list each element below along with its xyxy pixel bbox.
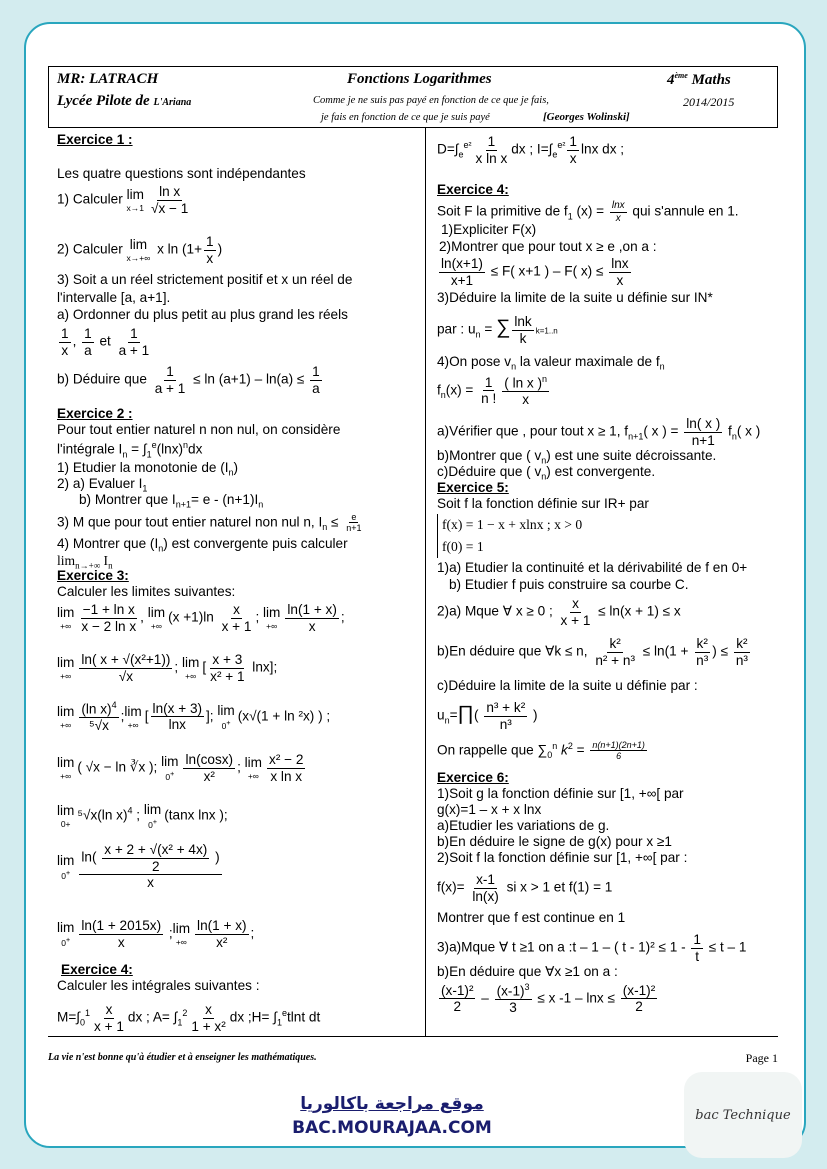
ex4-left-title: Exercice 4: — [61, 962, 133, 977]
ex4-q4a: a)Vérifier que , pour tout x ≥ 1, $f_{n+1}$( x ) = $\frac{\ln( x )}{n+1}$ $f_n$( x ) — [437, 416, 761, 448]
ex2-q1: 1) Etudier la monotonie de $(I_n)$ — [57, 460, 239, 478]
exam-page — [48, 66, 778, 1071]
ex1-title: Exercice 1 : — [57, 132, 133, 147]
ex4-q4-fn: $f_n(x)$ = $\frac{1}{n !}$ $\frac{( \ln x )^n}{x}$ — [437, 374, 548, 408]
ex6-l2: g(x)=1 – x + x lnx — [437, 802, 542, 817]
ex6-l1: 1)Soit g la fonction définie sur [1, +∞[ par — [437, 786, 684, 801]
ex5-q1b: b) Etudier f puis construire sa courbe C. — [449, 577, 689, 592]
ex6-l6: f(x)= $\frac{x-1}{\ln(x)}$ si x > 1 et f(1) = 1 — [437, 872, 613, 904]
school-year: 2014/2015 — [683, 95, 735, 109]
ex1-q3-interval: l'intervalle [a, a+1]. — [57, 290, 171, 305]
ex4-q2-ineq: $\frac{\ln(x+1)}{x+1}$ ≤ F( x+1 ) – F( x) ≤ $\frac{\ln x}{x}$ — [441, 256, 629, 288]
watermark — [287, 1094, 497, 1138]
ex3-row-1: lim +∞ $\frac{\text{−1 + ln x}}{\text{x − 2 ln x}}$ , lim +∞ (x +1)ln $\frac{x}{x + 1}$ ; lim +∞ $\frac{\ln(1 + x)}{x}$ ; — [57, 602, 345, 634]
ex2-q4: 4) Montrer que $(I_n)$ est convergente puis calculer — [57, 536, 348, 554]
ex6-l8: 3)a)Mque ∀ t ≥1 on a :t – 1 – ( t - 1)² ≤ 1 - $\frac{1}{t}$ ≤ t – 1 — [437, 932, 747, 964]
watermark-arabic: موقع مراجعة باكالوريا — [300, 1094, 484, 1114]
ex5-l1: Soit f la fonction définie sur IR+ par — [437, 496, 649, 511]
ex1-q3: 3) Soit a un réel strictement positif et x un réel de — [57, 272, 353, 287]
ex4-q4c: c)Déduire que ( $v_n$) est convergente. — [437, 464, 656, 482]
doc-title: Fonctions Logarithmes — [347, 71, 492, 87]
class-label: 4ème Maths — [667, 71, 731, 88]
ex5-def: f(x) = 1 − x + xlnx ; x > 0 f(0) = 1 — [437, 514, 582, 558]
ex2-q3: 3) M que pour tout entier naturel non nul n, $I_n$ ≤ $\frac{e}{n+1}$ — [57, 512, 362, 534]
ex3-row-7: lim 0+ $\frac{\ln(1 + 2015x)}{x}$ ; lim +∞ $\frac{\ln(1 + x)}{\text{x²}}$ ; — [57, 918, 255, 950]
ex6-l9: b)En déduire que ∀x ≥1 on a : — [437, 964, 618, 979]
ex4-q1: 1)Expliciter F(x) — [441, 222, 537, 237]
header-box — [48, 66, 778, 128]
ex1-q3a-reals: $\frac{1}{x}$ , $\frac{1}{a}$ et $\frac{1}{a + 1}$ — [61, 326, 150, 358]
ex1-q1: 1) Calculer lim x→1 $\frac{\text{ln x}}{√x - 1}$ — [57, 184, 189, 216]
quote-author: [Georges Wolinski] — [543, 111, 630, 123]
ex4-q4b: b)Montrer que ( $v_n$) est une suite décroissante. — [437, 448, 717, 466]
bac-technique-logo: bac Technique — [684, 1072, 802, 1158]
ex5-q2c: c)Déduire la limite de la suite u définie par : — [437, 678, 698, 693]
ex6-l3: a)Etudier les variations de g. — [437, 818, 610, 833]
ex1-q2: 2) Calculer lim x→+∞ x ln (1+ $\frac{1}{x}$ ) — [57, 234, 223, 266]
footer — [48, 1051, 778, 1063]
ex6-l7: Montrer que f est continue en 1 — [437, 910, 626, 925]
ex6-l5: 2)Soit f la fonction définie sur [1, +∞[ par : — [437, 850, 688, 865]
ex4-l1: Soit F la primitive de $f_1$ (x) = $\frac{\ln x}{x}$ qui s'annule en 1. — [437, 200, 739, 224]
ex1-q3a: a) Ordonner du plus petit au plus grand les réels — [57, 307, 348, 322]
quote-line-1: Comme je ne suis pas payé en fonction de ce que je fais, — [313, 95, 549, 106]
page-number: Page 1 — [745, 1051, 778, 1065]
ex4-left-intro: Calculer les intégrales suivantes : — [57, 978, 260, 993]
column-separator — [425, 128, 426, 1036]
ex6-final-ineq: $\frac{\text{(x-1)²}}{2}$ – $\frac{(x-1)^3}{3}$ ≤ x -1 – lnx ≤ $\frac{\text{(x-1)²}}{2}$ — [441, 982, 656, 1016]
ex4-integrals: $M=\int_0^1$ $\frac{x}{x + 1}$ dx ; $A= \int_1^2$ $\frac{x}{\text{1 + x²}}$ dx ;H= $\int_1^etlnt$ dt — [57, 1002, 321, 1034]
ex3-row-4: lim +∞ ( √x − ln ∛x ); lim 0+ $\frac{\ln(\cos x)}{\text{x²}}$ ; lim +∞ $\frac{\text{x² − 2}}{\text{x ln x}}$ — [57, 752, 304, 784]
ex4-q2: 2)Montrer que pour tout x ≥ e ,on a : — [439, 239, 657, 254]
ex1-q3b: b) Déduire que $\frac{1}{a + 1}$ ≤ ln (a+1) – ln(a) ≤ $\frac{1}{a}$ — [57, 364, 320, 396]
ex6-title: Exercice 6: — [437, 770, 509, 785]
ex5-title: Exercice 5: — [437, 480, 509, 495]
footer-rule — [48, 1036, 778, 1037]
ex2-title: Exercice 2 : — [57, 406, 133, 421]
ex4-right-integrals: $D=\int_e^{e^2}$ $\frac{1}{\text{x ln x}}$ dx ; $I=\int_e^{e^2}$ $\frac{1}{x}$ lnx dx ; — [437, 134, 625, 166]
ex2-l1: Pour tout entier naturel n non nul, on considère — [57, 422, 341, 437]
ex5-q1a: 1)a) Etudier la continuité et la dérivabilité de f en 0+ — [437, 560, 748, 575]
ex4-q3-seq: par : $u_n$ = ∑ $\frac{\ln k}{k}$ k=1..n — [437, 314, 558, 346]
ex3-row-6: lim 0+ ln( $\frac{\text{x + 2 + √(x² + 4x)}}{2}$ ) x — [57, 842, 220, 891]
ex5-reminder: On rappelle que $\sum_0^n$ $k^2$ = $\frac{n(n+1)(2n+1)}{6}$ — [437, 740, 645, 762]
ex4-q4: 4)On pose $v_n$ la valeur maximale de $f_n$ — [437, 354, 665, 372]
ex5-q2b: b)En déduire que ∀k ≤ n, $\frac{\text{k²}}{\text{n² + n³}}$ ≤ ln(1 + $\frac{\text{k²}}{\text{n³}}$ ) ≤ $\frac{\text{k²}}{\text{n³}}$ — [437, 636, 748, 668]
author: MR: LATRACH — [57, 71, 159, 87]
ex2-q2b: b) Montrer que $I_{n+1}= e - (n+1)I_n$ — [79, 492, 264, 510]
ex2-l2: l'intégrale $I_n = \int_1^e(\ln x)^ndx$ — [57, 440, 203, 460]
footer-motto: La vie n'est bonne qu'à étudier et à enseigner les mathématiques. — [48, 1052, 317, 1063]
ex4-q3: 3)Déduire la limite de la suite u définie sur IN* — [437, 290, 713, 305]
ex2-q4-limit: $\lim_{n\to+\infty} I_n$ — [57, 553, 113, 571]
ex2-q2: 2) a) Evaluer $I_1$ — [57, 476, 148, 494]
ex6-l4: b)En déduire le signe de g(x) pour x ≥1 — [437, 834, 672, 849]
ex3-title: Exercice 3: — [57, 568, 129, 583]
ex1-intro: Les quatre questions sont indépendantes — [57, 166, 306, 181]
ex3-row-2: lim +∞ $\frac{\text{ln( x + √(x²+1))}}{√x}$ ; lim +∞ [ $\frac{x + 3}{\text{x² + 1}}$ lnx]; — [57, 652, 278, 684]
ex3-intro: Calculer les limites suivantes: — [57, 584, 236, 599]
ex3-row-3: lim +∞ $\frac{(\ln x)^4}{\text{⁵√x}}$ ; lim +∞ [ $\frac{\ln(x + 3)}{\ln x}$ ]; lim 0+ (x√(1 + ln ²x) ) ; — [57, 700, 331, 734]
watermark-site: BAC.MOURAJAA.COM — [292, 1118, 492, 1138]
quote-line-2: je fais en fonction de ce que je suis payé — [321, 112, 490, 123]
school: Lycée Pilote de L'Ariana — [57, 93, 192, 109]
ex5-q2a: 2)a) Mque ∀ x ≥ 0 ; $\frac{x}{x + 1}$ ≤ ln(x + 1) ≤ x — [437, 596, 681, 628]
ex4-title: Exercice 4: — [437, 182, 509, 197]
ex3-row-5: lim 0+ ⁵√x(ln x)$^4$ ; lim 0+ (tanx lnx ); — [57, 802, 228, 830]
ex5-product: $u_n=\prod$( $\frac{\text{n³ + k²}}{\text{n³}}$ ) — [437, 700, 538, 732]
